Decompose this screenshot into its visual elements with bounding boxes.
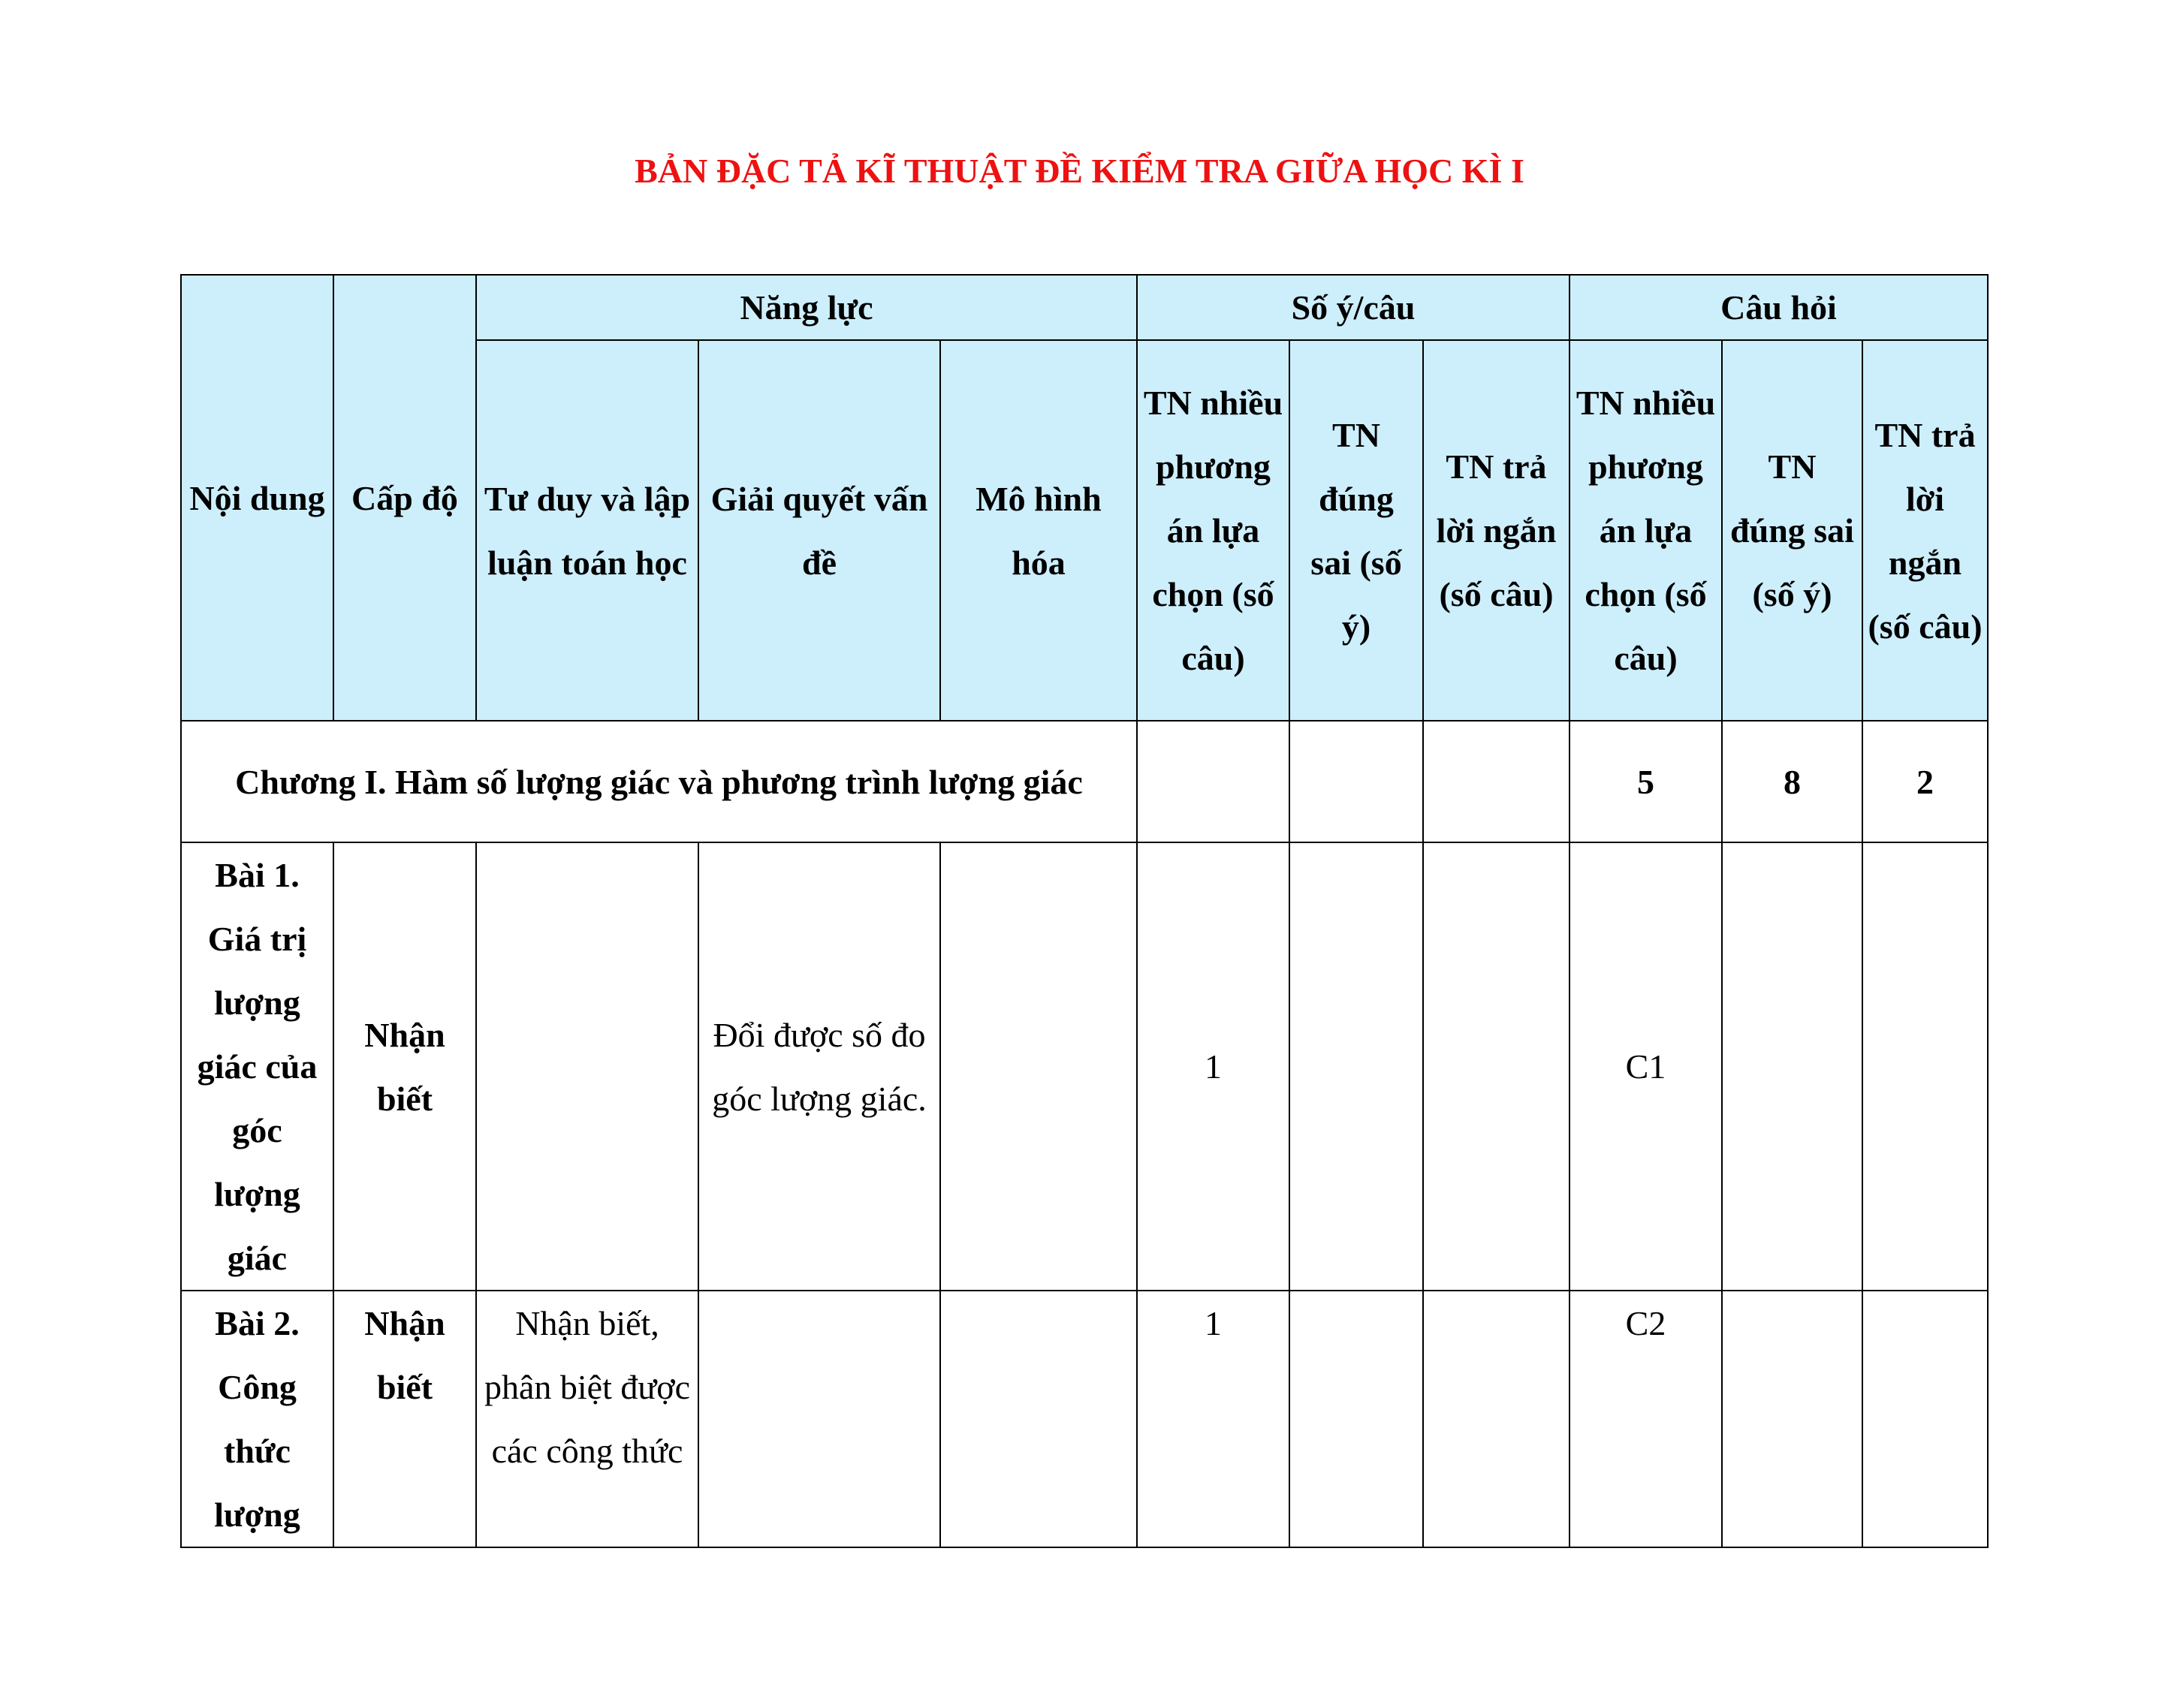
- row-so-tn-dung-sai: [1289, 1291, 1423, 1547]
- row-cau-tn-dung-sai: [1722, 1291, 1862, 1547]
- header-cau-tn-nhieu-phuong-an: TN nhiều phương án lựa chọn (số câu): [1569, 340, 1722, 721]
- row-noi-dung: Bài 1. Giá trị lượng giác của góc lượng giác: [181, 842, 333, 1291]
- header-cau-tn-dung-sai: TN đúng sai (số ý): [1722, 340, 1862, 721]
- chapter-cau-tn-dung-sai: 8: [1722, 721, 1862, 842]
- chapter-title: Chương I. Hàm số lượng giác và phương trình lượng giác: [181, 721, 1137, 842]
- table-row: [181, 842, 1988, 1291]
- row-tu-duy: Nhận biết, phân biệt được các công thức: [476, 1291, 698, 1547]
- row-mo-hinh: [940, 1291, 1137, 1547]
- row-cau-tn-ngan: [1862, 1291, 1988, 1547]
- row-so-tn-ngan: [1423, 842, 1569, 1291]
- header-mo-hinh: Mô hình hóa: [940, 340, 1137, 721]
- row-cap-do: Nhận biết: [333, 1291, 476, 1547]
- row-mo-hinh: [940, 842, 1137, 1291]
- header-cau-hoi: Câu hỏi: [1569, 275, 1988, 340]
- row-cau-tn-nhieu: C1: [1569, 842, 1722, 1291]
- row-tu-duy: [476, 842, 698, 1291]
- header-giai-quyet: Giải quyết vấn đề: [698, 340, 940, 721]
- chapter-so-tn-dung-sai: [1289, 721, 1423, 842]
- document-title: BẢN ĐẶC TẢ KĨ THUẬT ĐỀ KIỂM TRA GIỮA HỌC KÌ I: [635, 152, 1524, 190]
- row-cau-tn-nhieu: C2: [1569, 1291, 1722, 1547]
- specification-table: [180, 274, 1989, 1548]
- chapter-so-tn-ngan: [1423, 721, 1569, 842]
- row-so-tn-nhieu: 1: [1137, 1291, 1289, 1547]
- header-so-tn-tra-loi-ngan: TN trả lời ngắn (số câu): [1423, 340, 1569, 721]
- table-row: [181, 1291, 1988, 1547]
- header-cap-do: Cấp độ: [333, 275, 476, 721]
- row-so-tn-ngan: [1423, 1291, 1569, 1547]
- header-so-tn-dung-sai: TN đúng sai (số ý): [1289, 340, 1423, 721]
- header-so-y-cau: Số ý/câu: [1137, 275, 1569, 340]
- row-giai-quyet: Đổi được số đo góc lượng giác.: [698, 842, 940, 1291]
- row-giai-quyet: [698, 1291, 940, 1547]
- chapter-so-tn-nhieu: [1137, 721, 1289, 842]
- chapter-row: [181, 721, 1988, 842]
- row-cap-do: Nhận biết: [333, 842, 476, 1291]
- header-tu-duy: Tư duy và lập luận toán học: [476, 340, 698, 721]
- row-so-tn-nhieu: 1: [1137, 842, 1289, 1291]
- row-so-tn-dung-sai: [1289, 842, 1423, 1291]
- header-so-tn-nhieu-phuong-an: TN nhiều phương án lựa chọn (số câu): [1137, 340, 1289, 721]
- row-cau-tn-dung-sai: [1722, 842, 1862, 1291]
- header-row-1: [181, 275, 1988, 340]
- header-nang-luc: Năng lực: [476, 275, 1137, 340]
- row-noi-dung: Bài 2. Công thức lượng: [181, 1291, 333, 1547]
- row-cau-tn-ngan: [1862, 842, 1988, 1291]
- header-noi-dung: Nội dung: [181, 275, 333, 721]
- header-cau-tn-tra-loi-ngan: TN trả lời ngắn (số câu): [1862, 340, 1988, 721]
- chapter-cau-tn-ngan: 2: [1862, 721, 1988, 842]
- chapter-cau-tn-nhieu: 5: [1569, 721, 1722, 842]
